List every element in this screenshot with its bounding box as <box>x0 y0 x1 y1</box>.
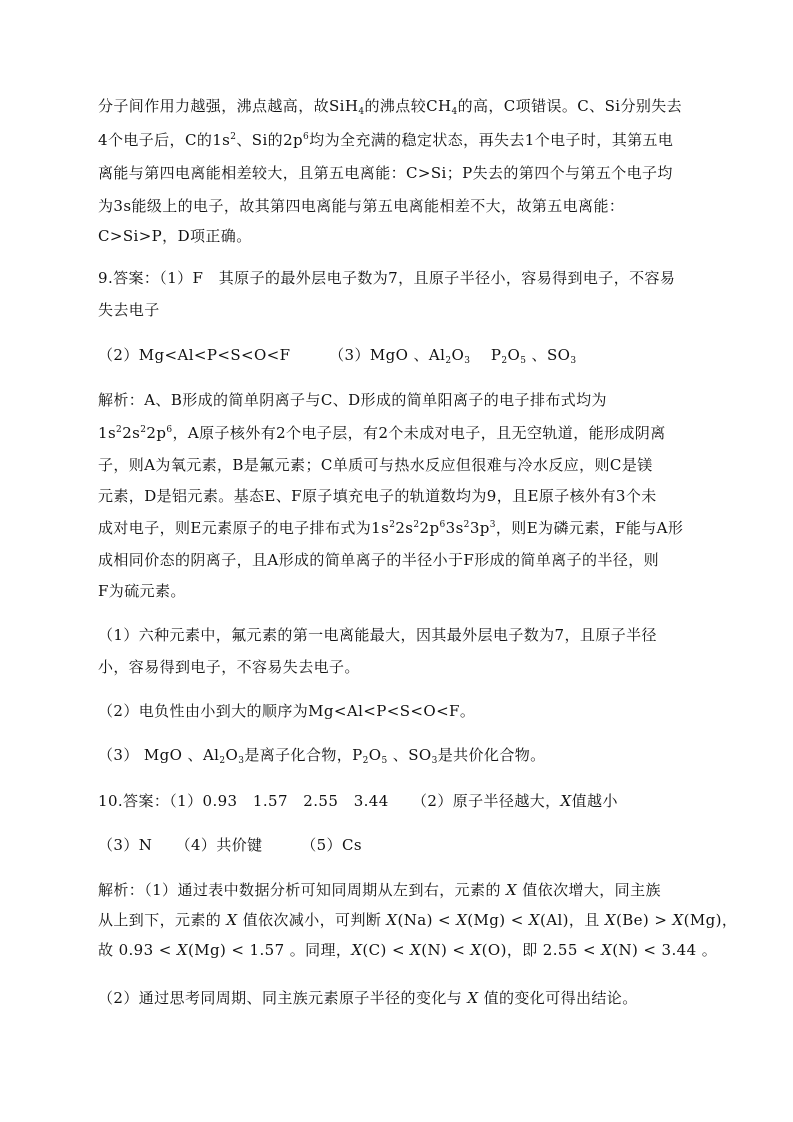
line-text: 9.答案：（1）F 其原子的最外层电子数为7，且原子半径小，容易得到电子，不容易 <box>98 269 676 287</box>
text-line <box>98 518 683 538</box>
text-line <box>98 268 675 288</box>
line-text: （2）Mg<Al<P<S<O<F （3）MgO 、$Al_2O_3$ $P_2O_5$ 、$SO_3$ <box>98 346 577 366</box>
line-text: $1s^22s^22p^6$，A原子核外有2个电子层，有2个未成对电子，且无空轨道，能形成阴离 <box>98 424 666 442</box>
text-line <box>98 486 657 506</box>
line-text: （3） MgO 、$Al_2O_3$是离子化合物，$P_2O_5$ 、$SO_3$是共价化合物。 <box>98 746 546 766</box>
text-line <box>98 581 186 601</box>
text-line <box>98 226 252 246</box>
text-line <box>98 910 737 930</box>
line-text: F为硫元素。 <box>98 582 186 600</box>
text-line <box>98 701 475 721</box>
text-line <box>98 745 546 765</box>
line-text: 子，则A为氧元素，B是氟元素；C单质可与热水反应但很难与冷水反应，则C是镁 <box>98 456 653 474</box>
text-line <box>98 835 362 855</box>
text-line <box>98 940 717 960</box>
text-line <box>98 423 666 443</box>
text-line <box>98 345 576 365</box>
line-text: 故 0.93 < X(Mg) < 1.57 。同理，X(C) < X(N) < X(O)，即 2.55 < X(N) < 3.44 。 <box>98 941 718 959</box>
line-text: 解析：A、B形成的简单阴离子与C、D形成的简单阳离子的电子排布式均为 <box>98 391 607 409</box>
line-text: （3）N （4）共价键 （5）Cs <box>98 836 362 854</box>
text-line <box>98 163 673 183</box>
text-line <box>98 791 618 811</box>
text-line <box>98 96 682 116</box>
line-text: 离能与第四电离能相差较大，且第五电离能：C>Si；P失去的第四个与第五个电子均 <box>98 164 673 182</box>
line-text: 从上到下，元素的 X 值依次减小，可判断 X(Na) < X(Mg) < X(Al)，且 X(Be) > X(Mg)， <box>98 911 738 929</box>
text-line <box>98 988 638 1008</box>
text-line <box>98 550 659 570</box>
line-text: 为3s能级上的电子，故其第四电离能与第五电离能相差不大，故第五电离能： <box>98 197 625 215</box>
line-text: 分子间作用力越强，沸点越高，故SiH$_4$的沸点较$CH_4$的高，C项错误。C、Si分别失去 <box>98 97 683 117</box>
line-text: 成对电子，则E元素原子的电子排布式为$1s^22s^22p^63s^23p^3$，则E为磷元素，F能与A形 <box>98 519 684 537</box>
text-line <box>98 390 607 410</box>
text-line <box>98 196 624 216</box>
line-text: 10.答案：（1）0.93 1.57 2.55 3.44 （2）原子半径越大，X值越小 <box>98 792 618 810</box>
text-line <box>98 657 360 677</box>
line-text: 小，容易得到电子，不容易失去电子。 <box>98 658 360 676</box>
text-line <box>98 455 653 475</box>
line-text: 4个电子后，C的$1s^2$、Si的$2p^6$均为全充满的稳定状态，再失去1个电子时，其第五电 <box>98 131 674 149</box>
line-text: 成相同价态的阴离子，且A形成的简单离子的半径小于F形成的简单离子的半径，则 <box>98 551 660 569</box>
line-text: C>Si>P，D项正确。 <box>98 227 252 245</box>
text-line <box>98 880 661 900</box>
text-line <box>98 625 657 645</box>
line-text: 元素，D是铝元素。基态E、F原子填充电子的轨道数均为9，且E原子核外有3个未 <box>98 487 657 505</box>
line-text: （1）六种元素中，氟元素的第一电离能最大，因其最外层电子数为7，且原子半径 <box>98 626 657 644</box>
line-text: （2）通过思考同周期、同主族元素原子半径的变化与 X 值的变化可得出结论。 <box>98 989 638 1007</box>
text-line <box>98 130 673 150</box>
line-text: （2）电负性由小到大的顺序为Mg<Al<P<S<O<F。 <box>98 702 476 720</box>
line-text: 失去电子 <box>98 301 160 319</box>
line-text: 解析：（1）通过表中数据分析可知同周期从左到右，元素的 X 值依次增大，同主族 <box>98 881 661 899</box>
text-line <box>98 300 160 320</box>
